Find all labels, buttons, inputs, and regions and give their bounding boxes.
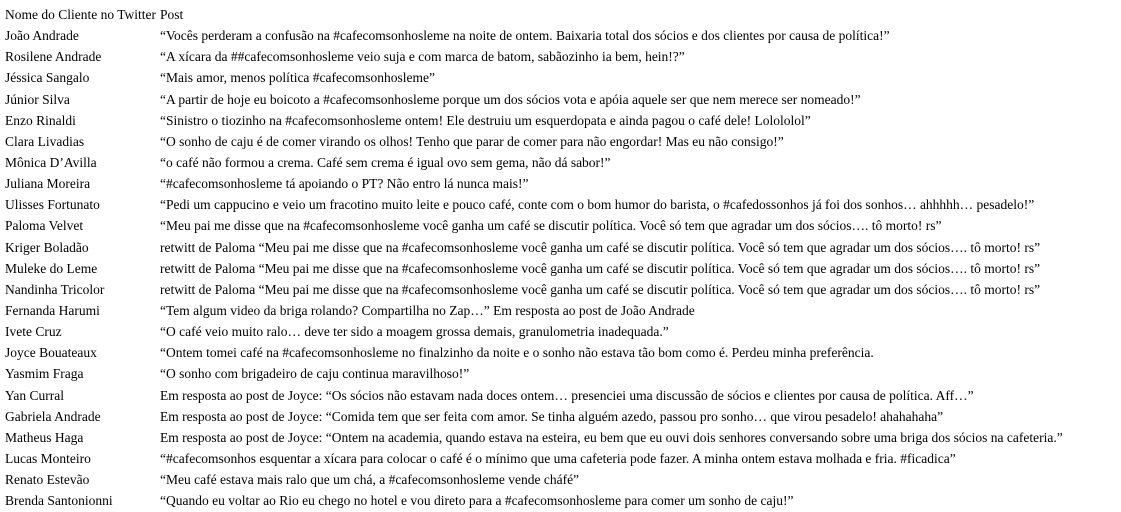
table-body bbox=[5, 25, 1121, 511]
post-cell: “A xícara da ##cafecomsonhosleme veio suja e com marca de batom, sabãozinho ia bem, hein!?” bbox=[160, 49, 685, 65]
client-name-cell: Gabriela Andrade bbox=[5, 408, 101, 424]
post-cell: “O café veio muito ralo… deve ter sido a moagem grossa demais, granulometria inadequada.” bbox=[160, 324, 669, 340]
client-name-cell: Matheus Haga bbox=[5, 429, 84, 445]
table-row bbox=[5, 46, 1121, 67]
post-cell: “#cafecomsonhos esquentar a xícara para colocar o café é o mínimo que uma cafeteria pode fazer. A minha ontem estava molhada e fria. #ficadica” bbox=[160, 450, 956, 466]
client-name-cell: Clara Livadias bbox=[5, 133, 85, 149]
table-row bbox=[5, 406, 1121, 427]
post-cell: “#cafecomsonhosleme tá apoiando o PT? Não entro lá nunca mais!” bbox=[160, 176, 529, 192]
post-cell: “o café não formou a crema. Café sem crema é igual ovo sem gema, não dá sabor!” bbox=[160, 154, 611, 170]
client-name-cell: Brenda Santonionni bbox=[5, 493, 113, 509]
table-row bbox=[5, 152, 1121, 173]
table-row bbox=[5, 490, 1121, 511]
table-row bbox=[5, 215, 1121, 236]
table-row bbox=[5, 279, 1121, 300]
client-name-cell: Paloma Velvet bbox=[5, 218, 84, 234]
post-cell: “Tem algum video da briga rolando? Compartilha no Zap…” Em resposta ao post de João Andrade bbox=[160, 302, 695, 318]
table-row bbox=[5, 110, 1121, 131]
post-cell: “Meu café estava mais ralo que um chá, a #cafecomsonhosleme vende cháfé” bbox=[160, 472, 580, 488]
table-row bbox=[5, 89, 1121, 110]
post-cell: Em resposta ao post de Joyce: “Os sócios não estavam nada doces ontem… presenciei uma discussão de sócios e clientes por causa de política. Aff…” bbox=[160, 387, 974, 403]
table-row bbox=[5, 194, 1121, 215]
client-name-cell: Mônica D’Avilla bbox=[5, 154, 97, 170]
table-row bbox=[5, 363, 1121, 384]
client-name-cell: Júnior Silva bbox=[5, 91, 70, 107]
client-name-cell: Joyce Bouateaux bbox=[5, 345, 97, 361]
client-name-cell: Rosilene Andrade bbox=[5, 49, 102, 65]
client-name-cell: Nandinha Tricolor bbox=[5, 281, 105, 297]
client-name-cell: Lucas Monteiro bbox=[5, 450, 91, 466]
table-row bbox=[5, 131, 1121, 152]
client-name-cell: Ivete Cruz bbox=[5, 324, 62, 340]
client-name-cell: Muleke do Leme bbox=[5, 260, 98, 276]
table-row bbox=[5, 25, 1121, 46]
table-row bbox=[5, 173, 1121, 194]
post-cell: retwitt de Paloma “Meu pai me disse que na #cafecomsonhosleme você ganha um café se discutir política. Você só tem que agradar um dos sócios…. tô morto! rs” bbox=[160, 281, 1041, 297]
table-row bbox=[5, 427, 1121, 448]
post-cell: “Pedi um cappucino e veio um fracotino muito leite e pouco café, conte com o bom humor do barista, o #cafedossonhos já foi dos sonhos… ahhhhh… pesadelo!” bbox=[160, 197, 1035, 213]
table-row bbox=[5, 321, 1121, 342]
client-name-cell: Enzo Rinaldi bbox=[5, 112, 76, 128]
post-cell: “A partir de hoje eu boicoto a #cafecomsonhosleme porque um dos sócios vota e apóia aquele ser que nem merece ser nomeado!” bbox=[160, 91, 861, 107]
table-row bbox=[5, 300, 1121, 321]
table-row bbox=[5, 469, 1121, 490]
client-name-cell: Yan Curral bbox=[5, 387, 65, 403]
post-cell: “Vocês perderam a confusão na #cafecomsonhosleme na noite de ontem. Baixaria total dos sócios e dos clientes por causa de política!” bbox=[160, 28, 890, 44]
table-row bbox=[5, 448, 1121, 469]
post-cell: “O sonho com brigadeiro de caju continua maravilhoso!” bbox=[160, 366, 470, 382]
table-row bbox=[5, 67, 1121, 88]
table-row bbox=[5, 342, 1121, 363]
table-header-row bbox=[5, 4, 1121, 25]
client-name-cell: João Andrade bbox=[5, 28, 79, 44]
client-name-cell: Ulisses Fortunato bbox=[5, 197, 100, 213]
table-row bbox=[5, 237, 1121, 258]
post-cell: “Mais amor, menos política #cafecomsonhosleme” bbox=[160, 70, 435, 86]
column-header-client-name: Nome do Cliente no Twitter bbox=[5, 7, 157, 22]
post-cell: “Ontem tomei café na #cafecomsonhosleme no finalzinho da noite e o sonho não estava tão bom como é. Perdeu minha preferência. bbox=[160, 345, 874, 361]
post-cell: “Quando eu voltar ao Rio eu chego no hotel e vou direto para a #cafecomsonhosleme para comer um sonho de caju!” bbox=[160, 493, 794, 509]
client-name-cell: Juliana Moreira bbox=[5, 176, 91, 192]
table-row bbox=[5, 385, 1121, 406]
post-cell: retwitt de Paloma “Meu pai me disse que na #cafecomsonhosleme você ganha um café se discutir política. Você só tem que agradar um dos sócios…. tô morto! rs” bbox=[160, 239, 1041, 255]
column-header-post: Post bbox=[160, 7, 184, 22]
client-name-cell: Kriger Boladão bbox=[5, 239, 89, 255]
post-cell: “Sinistro o tiozinho na #cafecomsonhosleme ontem! Ele destruiu um esquerdopata e ainda pagou o café dele! Lolololol” bbox=[160, 112, 811, 128]
client-name-cell: Yasmim Fraga bbox=[5, 366, 84, 382]
post-cell: Em resposta ao post de Joyce: “Ontem na academia, quando estava na esteira, eu bem que eu ouvi dois senhores conversando sobre uma briga dos sócios na cafeteria.” bbox=[160, 429, 1063, 445]
client-name-cell: Renato Estevão bbox=[5, 472, 90, 488]
post-cell: “O sonho de caju é de comer virando os olhos! Tenho que parar de comer para não engordar! Mas eu não consigo!” bbox=[160, 133, 784, 149]
post-cell: “Meu pai me disse que na #cafecomsonhosleme você ganha um café se discutir política. Você só tem que agradar um dos sócios…. tô morto! rs” bbox=[160, 218, 942, 234]
table-row bbox=[5, 258, 1121, 279]
post-cell: retwitt de Paloma “Meu pai me disse que na #cafecomsonhosleme você ganha um café se discutir política. Você só tem que agradar um dos sócios…. tô morto! rs” bbox=[160, 260, 1041, 276]
client-name-cell: Jéssica Sangalo bbox=[5, 70, 90, 86]
client-name-cell: Fernanda Harumi bbox=[5, 302, 100, 318]
post-cell: Em resposta ao post de Joyce: “Comida tem que ser feita com amor. Se tinha alguém azedo, passou pro sonho… que virou pesadelo! ahahahaha” bbox=[160, 408, 944, 424]
